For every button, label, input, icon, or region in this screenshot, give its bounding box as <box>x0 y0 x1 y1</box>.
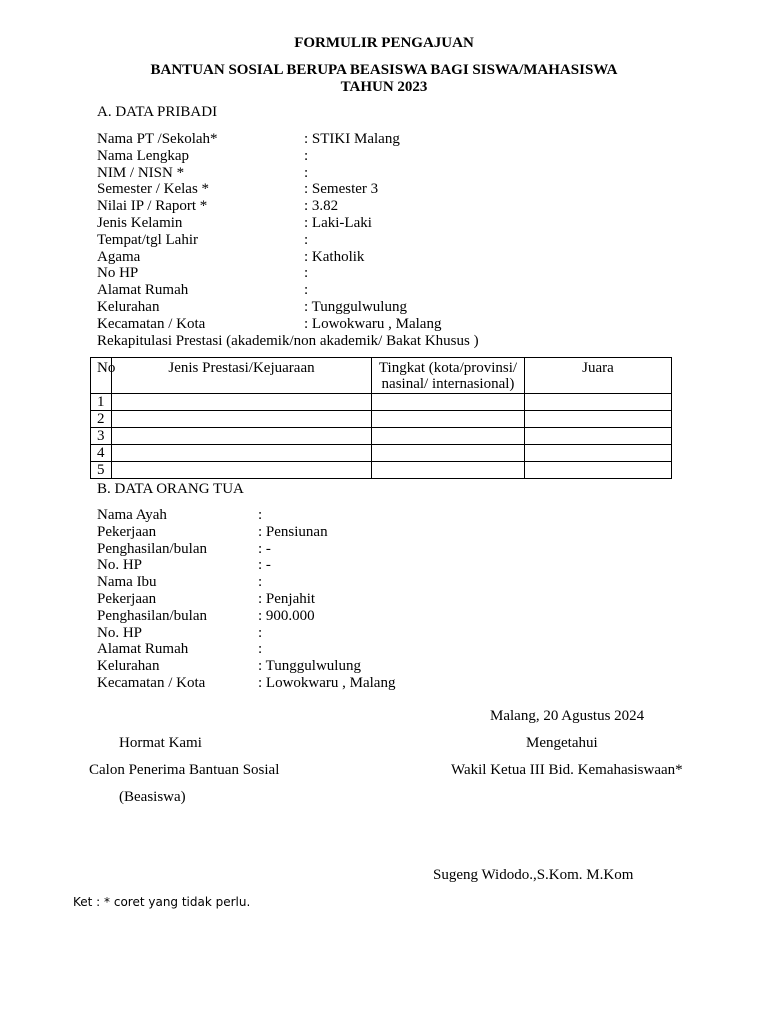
field-label: Kecamatan / Kota <box>97 675 206 691</box>
field-value: : <box>258 625 263 641</box>
table-row <box>91 428 672 445</box>
field-label: No. HP <box>97 557 143 573</box>
field-value: : 900.000 <box>258 608 315 624</box>
row-juara <box>525 411 672 428</box>
right-greeting: Mengetahui <box>526 735 598 751</box>
field-value: : Semester 3 <box>304 181 379 197</box>
row-no: 2 <box>91 411 112 428</box>
field-label: Alamat Rumah <box>97 641 189 657</box>
field-label: Nama Ibu <box>97 574 157 590</box>
row-tingkat <box>372 445 525 462</box>
header-tingkat <box>372 358 525 394</box>
field-value: : Tunggulwulung <box>304 299 407 315</box>
field-label: Penghasilan/bulan <box>97 541 207 557</box>
field-label: Nama PT /Sekolah* <box>97 131 218 147</box>
footnote: Ket : * coret yang tidak perlu. <box>73 895 251 909</box>
header-no: No <box>91 358 112 394</box>
form-title: FORMULIR PENGAJUAN <box>294 35 474 51</box>
field-label: Nama Ayah <box>97 507 167 523</box>
table-row <box>91 411 672 428</box>
field-value: : Lowokwaru , Malang <box>304 316 442 332</box>
right-role: Wakil Ketua III Bid. Kemahasiswaan* <box>451 762 683 778</box>
field-label: Tempat/tgl Lahir <box>97 232 199 248</box>
left-greeting: Hormat Kami <box>119 735 202 751</box>
form-year: TAHUN 2023 <box>340 79 428 95</box>
field-label: Nilai IP / Raport * <box>97 198 208 214</box>
row-jenis <box>112 428 372 445</box>
field-label: Penghasilan/bulan <box>97 608 207 624</box>
field-label: Jenis Kelamin <box>97 215 183 231</box>
field-value: : - <box>258 541 271 557</box>
field-value: : Katholik <box>304 249 365 265</box>
field-value: : Penjahit <box>258 591 316 607</box>
field-value: : 3.82 <box>304 198 339 214</box>
field-label: No HP <box>97 265 139 281</box>
field-value: : <box>258 574 263 590</box>
row-tingkat <box>372 428 525 445</box>
left-role-sub: (Beasiswa) <box>119 789 186 805</box>
field-value: : STIKI Malang <box>304 131 400 147</box>
row-no: 5 <box>91 462 112 479</box>
row-juara <box>525 428 672 445</box>
field-label: Alamat Rumah <box>97 282 189 298</box>
field-value: : Pensiunan <box>258 524 328 540</box>
field-value: : <box>304 148 309 164</box>
row-juara <box>525 445 672 462</box>
field-value: : <box>258 507 263 523</box>
row-tingkat <box>372 394 525 411</box>
left-role: Calon Penerima Bantuan Sosial <box>89 762 280 778</box>
field-value: : Laki-Laki <box>304 215 372 231</box>
table-row <box>91 394 672 411</box>
row-no: 1 <box>91 394 112 411</box>
field-value: : Lowokwaru , Malang <box>258 675 396 691</box>
row-no: 4 <box>91 445 112 462</box>
field-label: Pekerjaan <box>97 524 157 540</box>
row-jenis <box>112 462 372 479</box>
row-tingkat <box>372 411 525 428</box>
field-label: Kecamatan / Kota <box>97 316 206 332</box>
field-label: Kelurahan <box>97 658 160 674</box>
field-label: Semester / Kelas * <box>97 181 210 197</box>
row-tingkat <box>372 462 525 479</box>
prestasi-table <box>90 357 672 479</box>
field-label: Kelurahan <box>97 299 160 315</box>
field-label: Pekerjaan <box>97 591 157 607</box>
table-header-row <box>91 358 672 394</box>
field-value: : <box>304 165 309 181</box>
header-tingkat-line1: Tingkat (kota/provinsi/ <box>378 360 518 376</box>
row-no: 3 <box>91 428 112 445</box>
row-juara <box>525 462 672 479</box>
row-juara <box>525 394 672 411</box>
header-jenis: Jenis Prestasi/Kejuaraan <box>112 358 372 394</box>
signatory-name: Sugeng Widodo.,S.Kom. M.Kom <box>433 867 634 883</box>
row-jenis <box>112 411 372 428</box>
field-value: : - <box>258 557 271 573</box>
row-jenis <box>112 445 372 462</box>
section-a-heading: A. DATA PRIBADI <box>97 104 218 120</box>
row-jenis <box>112 394 372 411</box>
rekap-prestasi-label: Rekapitulasi Prestasi (akademik/non akademik/ Bakat Khusus ) <box>97 333 479 349</box>
field-value: : Tunggulwulung <box>258 658 361 674</box>
field-value: : <box>304 232 309 248</box>
form-subtitle: BANTUAN SOSIAL BERUPA BEASISWA BAGI SISWA/MAHASISWA <box>150 62 618 78</box>
field-label: No. HP <box>97 625 143 641</box>
field-value: : <box>304 282 309 298</box>
field-value: : <box>258 641 263 657</box>
table-row <box>91 462 672 479</box>
header-tingkat-line2: nasinal/ internasional) <box>381 376 515 392</box>
field-label: Agama <box>97 249 141 265</box>
place-date: Malang, 20 Agustus 2024 <box>490 708 645 724</box>
section-b-heading: B. DATA ORANG TUA <box>97 481 244 497</box>
field-label: NIM / NISN * <box>97 165 185 181</box>
field-value: : <box>304 265 309 281</box>
table-row <box>91 445 672 462</box>
header-juara: Juara <box>525 358 672 394</box>
field-label: Nama Lengkap <box>97 148 190 164</box>
